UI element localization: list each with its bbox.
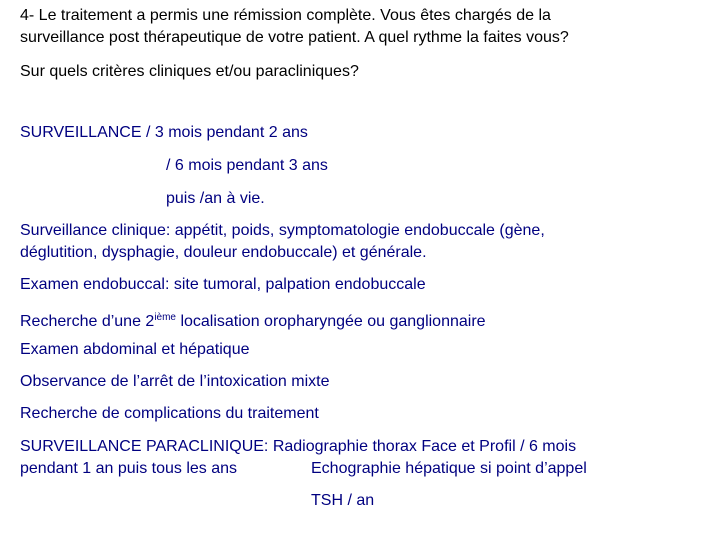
- paraclinique-line-2a: pendant 1 an puis tous les ans: [20, 460, 238, 477]
- recherche-localisation: [20, 307, 486, 333]
- examen-endobuccal: Examen endobuccal: site tumoral, palpation endobuccale: [20, 276, 426, 293]
- question-line-2: surveillance post thérapeutique de votre patient. A quel rythme la faites vous?: [20, 29, 569, 46]
- question-line-1: 4- Le traitement a permis une rémission complète. Vous êtes chargés de la: [20, 7, 551, 24]
- recherche-text-end: localisation oropharyngée ou ganglionnaire: [176, 313, 486, 330]
- paraclinique-line-1: SURVEILLANCE PARACLINIQUE: Radiographie thorax Face et Profil / 6 mois: [20, 438, 577, 455]
- clinique-line-2: déglutition, dysphagie, douleur endobuccale) et générale.: [20, 244, 427, 261]
- surveillance-line-2: / 6 mois pendant 3 ans: [166, 157, 328, 174]
- surveillance-line-3: puis /an à vie.: [166, 190, 265, 207]
- recherche-text-start: Recherche d’une 2: [20, 313, 155, 330]
- tsh-line: TSH / an: [311, 492, 375, 509]
- clinique-line-1: Surveillance clinique: appétit, poids, symptomatologie endobuccale (gène,: [20, 222, 545, 239]
- observance: Observance de l’arrêt de l’intoxication mixte: [20, 373, 330, 390]
- examen-abdominal: Examen abdominal et hépatique: [20, 341, 250, 358]
- paraclinique-line-2b: Echographie hépatique si point d’appel: [311, 460, 587, 477]
- complications: Recherche de complications du traitement: [20, 405, 319, 422]
- recherche-superscript: ième: [154, 312, 176, 323]
- question-line-3: Sur quels critères cliniques et/ou paracliniques?: [20, 63, 359, 80]
- surveillance-heading: SURVEILLANCE / 3 mois pendant 2 ans: [20, 124, 308, 141]
